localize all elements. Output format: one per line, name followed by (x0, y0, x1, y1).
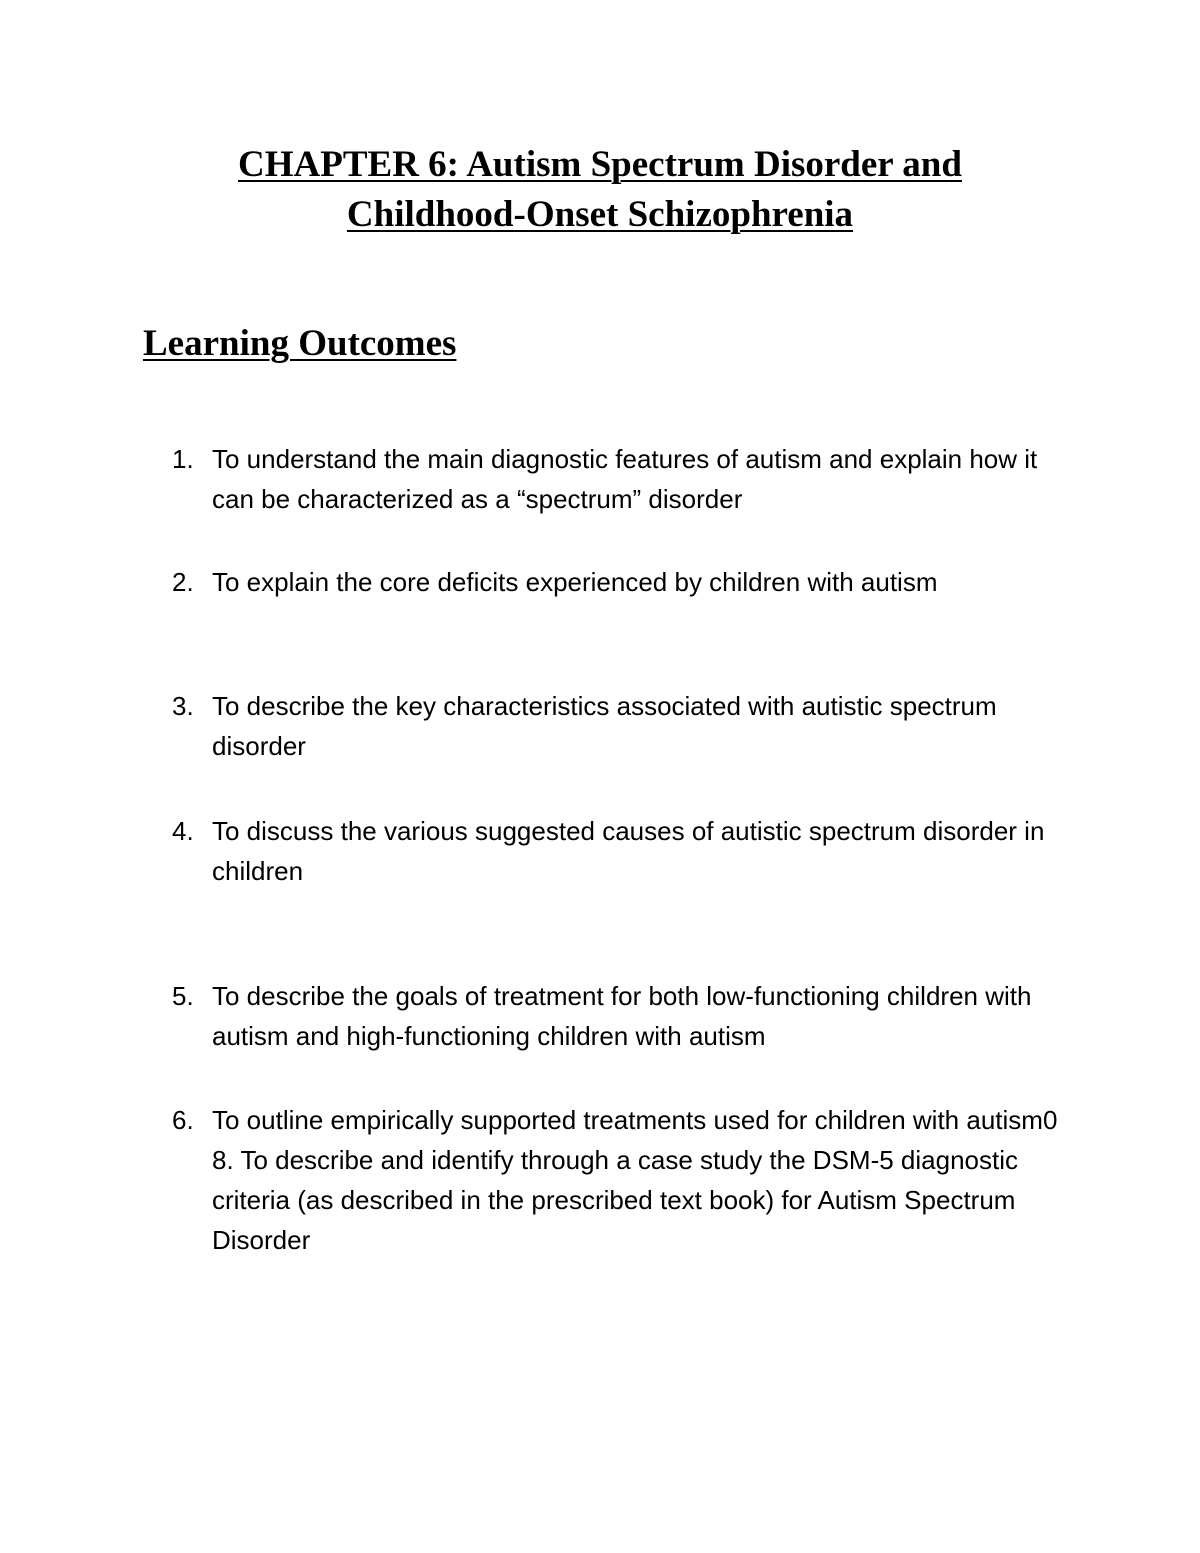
chapter-title-line-1: CHAPTER 6: Autism Spectrum Disorder and (238, 144, 962, 185)
learning-outcomes-heading: Learning Outcomes (143, 323, 457, 364)
outcome-item-6 (172, 1100, 1072, 1260)
outcome-text: To describe the key characteristics associated with autistic spectrum disorder (212, 691, 997, 761)
outcome-text: To discuss the various suggested causes of autistic spectrum disorder in children (212, 816, 1045, 886)
outcome-number: 2. (172, 567, 194, 597)
outcome-item-4 (172, 811, 1072, 891)
chapter-title (140, 140, 1060, 240)
outcome-item-5 (172, 976, 1072, 1056)
outcome-number: 3. (172, 691, 194, 721)
outcome-text: To understand the main diagnostic features of autism and explain how it can be characterized as a “spectrum” disorder (212, 444, 1038, 514)
outcome-number: 6. (172, 1105, 194, 1135)
outcome-text: To describe the goals of treatment for both low-functioning children with autism and high-functioning children with autism (212, 981, 1032, 1051)
outcome-item-3 (172, 686, 1072, 766)
outcome-number: 1. (172, 444, 194, 474)
chapter-title-line-2: Childhood-Onset Schizophrenia (346, 194, 854, 235)
outcome-number: 4. (172, 816, 194, 846)
outcome-item-1 (172, 439, 1072, 519)
outcome-item-2 (172, 562, 1072, 602)
outcome-text: To explain the core deficits experienced by children with autism (212, 567, 938, 597)
outcome-text: To outline empirically supported treatments used for children with autism0 8. To describe and identify through a case study the DSM-5 diagnostic criteria (as described in the prescribed text book) for Autism Spectrum Disorder (212, 1105, 1058, 1255)
outcome-number: 5. (172, 981, 194, 1011)
